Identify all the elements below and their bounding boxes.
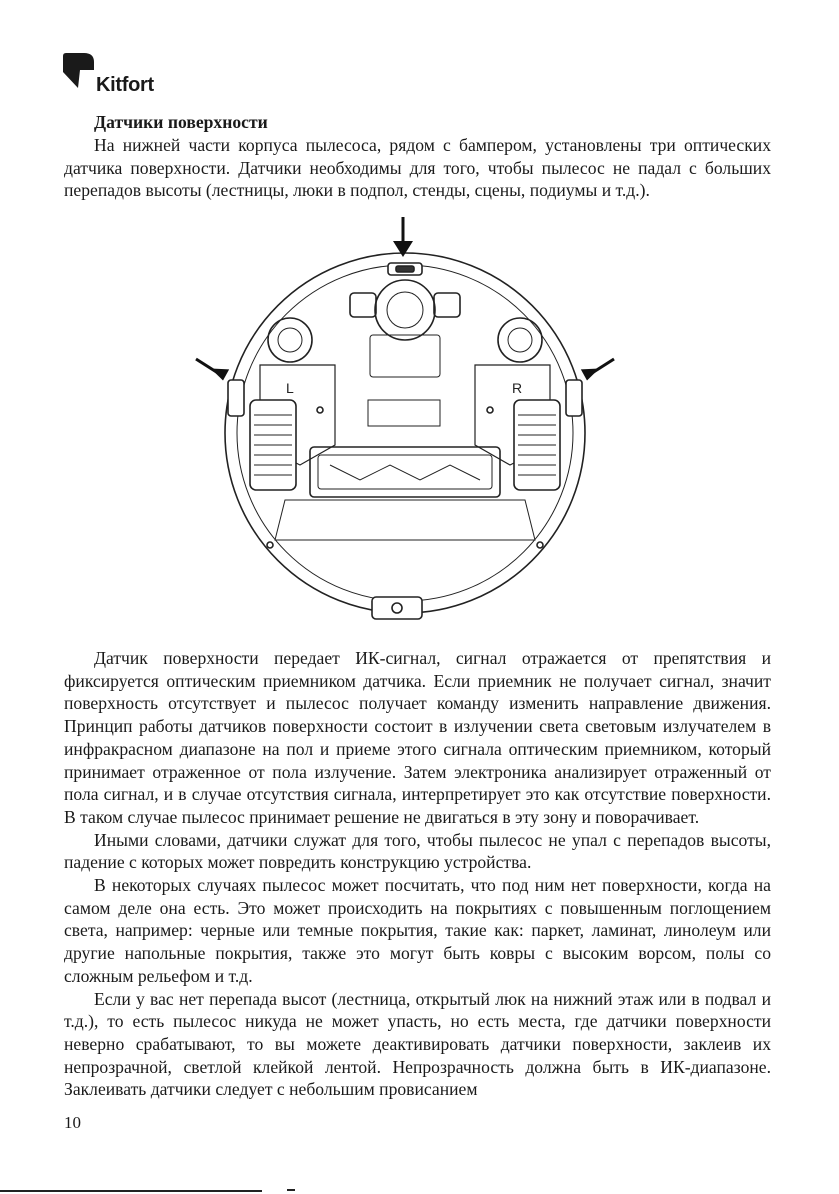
footer-dash — [287, 1189, 295, 1191]
left-side-label: L — [286, 380, 294, 396]
paragraph-purpose: Иными словами, датчики служат для того, чтобы пылесос не упал с перепадов высоты, падение с которых может повредить конструкцию устройства. — [64, 829, 771, 873]
paragraph-false-detection: В некоторых случаях пылесос может посчитать, что под ним нет поверхности, когда на самом деле она есть. Это может происходить на покрытиях с повышенным поглощением света, например: черные или темные покрытия, такие как: паркет, ламинат, линолеум или другие напольные покрытия, также это могут быть ковры с высоким ворсом, полы со сложным рельефом и т.д. — [64, 875, 771, 986]
brand-name: Kitfort — [96, 74, 154, 96]
paragraph-deactivation: Если у вас нет перепада высот (лестница, открытый люк на нижний этаж или в подвал и т.д.), то есть пылесос никуда не может упасть, но есть места, где датчики поверхности неверно срабатывают, то вы можете деактивировать датчики поверхности, заклеив их непрозрачной, светлой клейкой лентой. Непрозрачность должна быть в ИК-диапазоне. Заклеивать датчики следует с небольшим провисанием — [64, 988, 771, 1100]
kitfort-logo-mark-icon — [62, 52, 96, 92]
robot-vacuum-bottom-view-figure — [190, 215, 620, 630]
section-heading: Датчики поверхности — [94, 112, 268, 132]
right-side-label: R — [512, 380, 523, 396]
page-number: 10 — [64, 1113, 81, 1132]
paragraph-sensor-principle: Датчик поверхности передает ИК-сигнал, сигнал отражается от препятствия и фиксируется оптическим приемником датчика. Если приемник не получает сигнал, значит поверхность отсутствует и пылесос получает команду изменить направление движения. Принцип работы датчиков поверхности состоит в излучении света световым излучателем в инфракрасном диапазоне на пол и приеме этого сигнала оптическим приемником, который принимает отраженное от пола излучение. Затем электроника анализирует отраженный от пола сигнал, и в случае отсутствия сигнала, интерпретирует это как отсутствие поверхности. В таком случае пылесос принимает решение не двигаться в эту зону и поворачивает. — [64, 648, 771, 827]
footer-rule — [0, 1190, 262, 1192]
body-text-block — [64, 647, 771, 1101]
intro-text-block — [64, 134, 771, 202]
intro-paragraph: На нижней части корпуса пылесоса, рядом с бампером, установлены три оптических датчика поверхности. Датчики необходимы для того, чтобы пылесос не падал с больших перепадов высоты (лестницы, люки в подпол, стенды, сцены, подиумы и т.д.). — [64, 135, 771, 201]
kitfort-logo — [62, 52, 172, 102]
